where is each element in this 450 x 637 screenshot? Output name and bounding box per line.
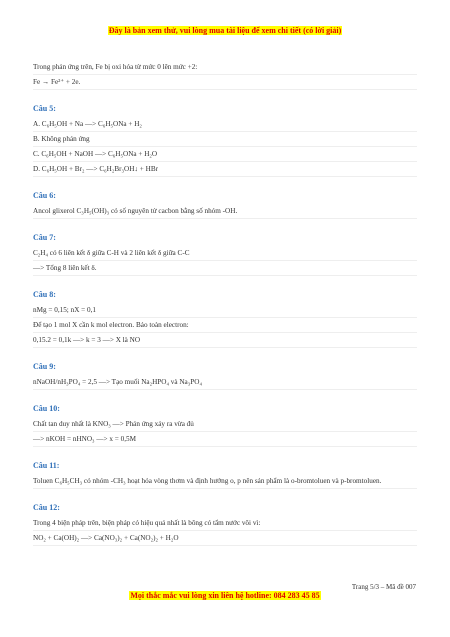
intro-line: Fe → Fe²⁺ + 2e. <box>33 75 417 90</box>
hotline-banner <box>0 591 450 600</box>
question-title: Câu 10: <box>33 404 60 413</box>
answer-block <box>33 474 417 489</box>
answer-line: Để tạo 1 mol X cần k mol electron. Bảo toàn electron: <box>33 318 417 333</box>
answer-block <box>33 516 417 546</box>
question-title: Câu 9: <box>33 362 56 371</box>
answer-line: A. C₆H₅OH + Na —> C₆H₅ONa + H₂ <box>33 117 417 132</box>
question-title: Câu 8: <box>33 290 56 299</box>
answer-block <box>33 246 417 276</box>
question-title: Câu 7: <box>33 233 56 242</box>
answer-line: —> nKOH = nHNO₃ —> x = 0,5M <box>33 432 417 447</box>
question-title: Câu 12: <box>33 503 60 512</box>
page-number: Trang 5/3 – Mã đề 007 <box>351 583 416 591</box>
answer-block <box>33 204 417 219</box>
document-body <box>33 60 417 546</box>
intro-line: Trong phản ứng trên, Fe bị oxi hóa từ mức 0 lên mức +2: <box>33 60 417 75</box>
preview-banner-text: Đây là bản xem thử, vui lòng mua tài liệu để xem chi tiết (có lời giải) <box>108 26 342 35</box>
answer-line: C. C₆H₅OH + NaOH —> C₆H₅ONa + H₂O <box>33 147 417 162</box>
hotline-text: Mọi thắc mắc vui lòng xin liên hệ hotline: 084 283 45 85 <box>130 591 320 600</box>
question-title: Câu 5: <box>33 104 56 113</box>
question-title: Câu 6: <box>33 191 56 200</box>
answer-line: Ancol glixerol C₃H₅(OH)₃ có số nguyên tử cacbon bằng số nhóm -OH. <box>33 204 417 219</box>
answer-block <box>33 375 417 390</box>
intro-block <box>33 60 417 90</box>
answer-line: D. C₆H₅OH + Br₂ —> C₆H₂Br₃OH↓ + HBr <box>33 162 417 177</box>
answer-line: 0,15.2 = 0,1k —> k = 3 —> X là NO <box>33 333 417 348</box>
answer-line: B. Không phản ứng <box>33 132 417 147</box>
answer-block <box>33 417 417 447</box>
answer-block <box>33 117 417 177</box>
answer-line: nMg = 0,15; nX = 0,1 <box>33 303 417 318</box>
answer-line: Trong 4 biện pháp trên, biện pháp có hiệu quả nhất là bông có tẩm nước vôi vì: <box>33 516 417 531</box>
answer-block <box>33 303 417 348</box>
answer-line: C₂H₄ có 6 liên kết δ giữa C-H và 2 liên kết δ giữa C-C <box>33 246 417 261</box>
answer-line: NO₂ + Ca(OH)₂ —> Ca(NO₃)₂ + Ca(NO₂)₂ + H₂O <box>33 531 417 546</box>
answer-line: nNaOH/nH₃PO₄ = 2,5 —> Tạo muối Na₂HPO₄ và Na₃PO₄ <box>33 375 417 390</box>
question-title: Câu 11: <box>33 461 60 470</box>
preview-banner <box>0 26 450 35</box>
answer-line: Chất tan duy nhất là KNO₃ —> Phản ứng xảy ra vừa đủ <box>33 417 417 432</box>
answer-line: —> Tổng 8 liên kết δ. <box>33 261 417 276</box>
answer-line: Toluen C₆H₅CH₃ có nhóm -CH₃ hoạt hóa vòng thơm và định hướng o, p nên sản phẩm là o-bromtoluen và p-bromtoluen. <box>33 474 417 489</box>
